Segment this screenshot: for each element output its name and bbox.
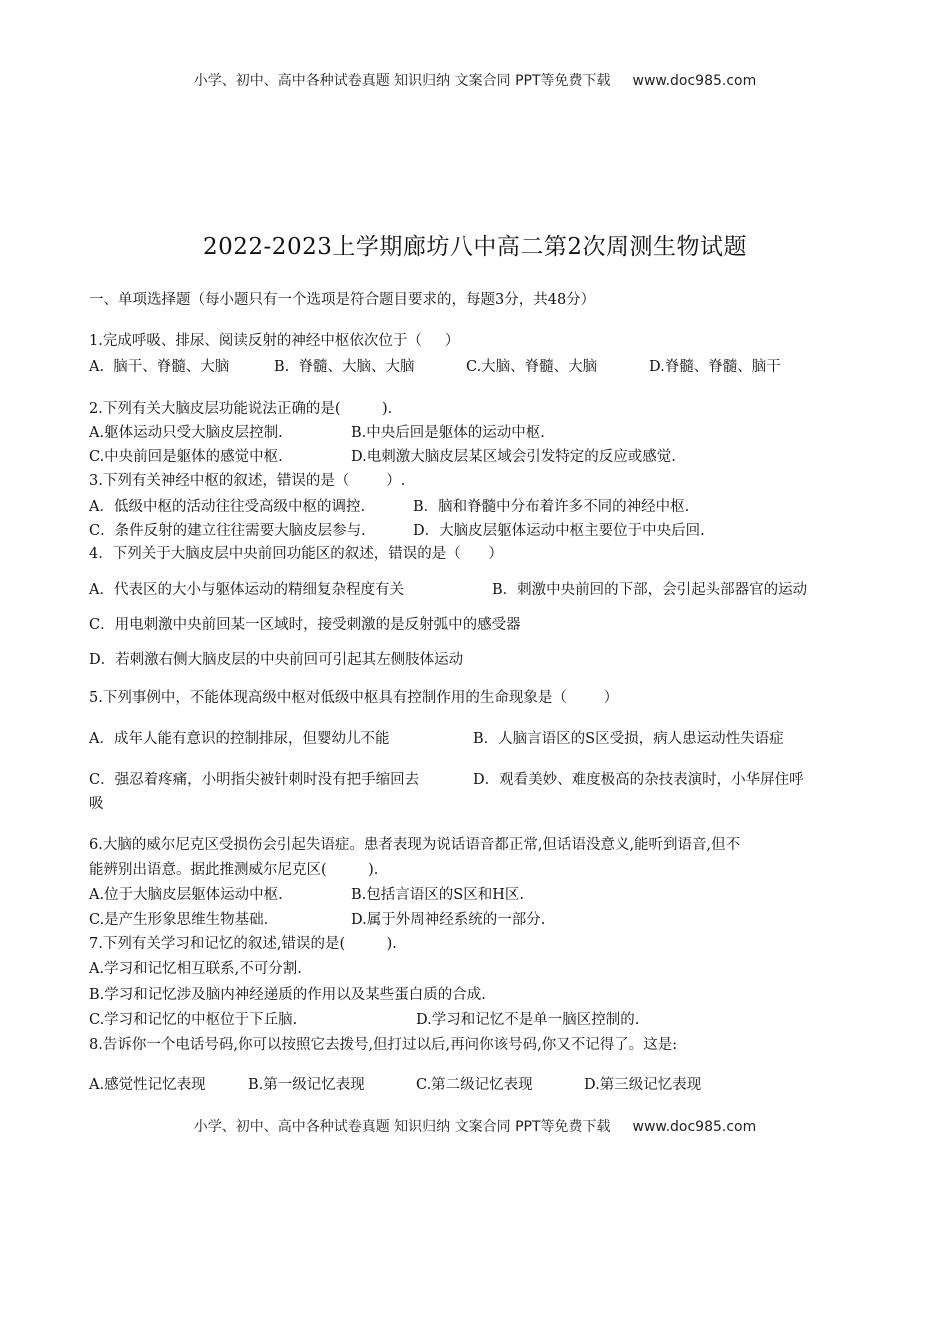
q1-option-a: A. 脑干、脊髓、大脑 — [89, 359, 230, 375]
page-title: 2022-2023上学期廊坊八中高二第2次周测生物试题 — [203, 234, 747, 260]
q5-option-d-wrap: 吸 — [89, 796, 104, 812]
q1-option-c: C.大脑、脊髓、大脑 — [466, 359, 598, 375]
q6-option-d: D.属于外周神经系统的一部分. — [351, 912, 546, 928]
q6-option-c: C.是产生形象思维生物基础. — [89, 912, 269, 928]
q6-stem-line1: 6.大脑的威尔尼克区受损伤会引起失语症。患者表现为说话语音都正常,但话语没意义,能听到语音,但不 — [89, 837, 741, 853]
page-header — [0, 70, 950, 90]
footer-url[interactable]: www.doc985.com — [632, 1119, 757, 1135]
q8-option-c: C.第二级记忆表现 — [416, 1077, 533, 1093]
q1-option-b: B. 脊髓、大脑、大脑 — [274, 359, 415, 375]
header-text: 小学、初中、高中各种试卷真题 知识归纳 文案合同 PPT等免费下载 — [193, 73, 611, 89]
q7-option-b: B.学习和记忆涉及脑内神经递质的作用以及某些蛋白质的合成. — [89, 987, 486, 1003]
q4-option-d: D．若刺激右侧大脑皮层的中央前回可引起其左侧肢体运动 — [89, 652, 464, 668]
q3-option-d: D．大脑皮层躯体运动中枢主要位于中央后回. — [413, 523, 705, 539]
page-footer — [0, 1116, 950, 1136]
q5-option-b: B．人脑言语区的S区受损，病人患运动性失语症 — [473, 731, 784, 747]
q8-option-d: D.第三级记忆表现 — [584, 1077, 702, 1093]
q5-option-a: A．成年人能有意识的控制排尿，但婴幼儿不能 — [89, 731, 390, 747]
q5-stem: 5.下列事例中，不能体现高级中枢对低级中枢具有控制作用的生命现象是（ ） — [89, 690, 619, 706]
q4-option-a: A．代表区的大小与躯体运动的精细复杂程度有关 — [89, 582, 404, 598]
q7-option-a: A.学习和记忆相互联系,不可分割. — [89, 961, 302, 977]
q7-option-d: D.学习和记忆不是单一脑区控制的. — [416, 1012, 640, 1028]
q2-option-d: D.电刺激大脑皮层某区域会引发特定的反应或感觉. — [351, 449, 676, 465]
q6-option-a: A.位于大脑皮层躯体运动中枢. — [89, 887, 283, 903]
section-heading: 一、单项选择题（每小题只有一个选项是符合题目要求的，每题3分，共48分） — [89, 292, 596, 308]
q3-option-a: A．低级中枢的活动往往受高级中枢的调控. — [89, 499, 366, 515]
q6-stem-line2: 能辨别出语意。据此推测威尔尼克区( ). — [89, 862, 379, 878]
q7-stem: 7.下列有关学习和记忆的叙述,错误的是( ). — [89, 936, 397, 952]
q8-option-b: B.第一级记忆表现 — [248, 1077, 365, 1093]
q7-option-c: C.学习和记忆的中枢位于下丘脑. — [89, 1012, 298, 1028]
q3-option-b: B．脑和脊髓中分布着许多不同的神经中枢. — [413, 499, 690, 515]
q5-option-c: C．强忍着疼痛，小明指尖被针刺时没有把手缩回去 — [89, 772, 420, 788]
q2-option-b: B.中央后回是躯体的运动中枢. — [351, 425, 545, 441]
q4-option-b: B．刺激中央前回的下部，会引起头部器官的运动 — [492, 582, 808, 598]
q4-option-c: C．用电刺激中央前回某一区域时，接受刺激的是反射弧中的感受器 — [89, 617, 521, 633]
q8-option-a: A.感觉性记忆表现 — [89, 1077, 206, 1093]
q6-option-b: B.包括言语区的S区和H区. — [351, 887, 524, 903]
q1-stem: 1.完成呼吸、排尿、阅读反射的神经中枢依次位于（ ） — [89, 333, 460, 349]
q2-stem: 2.下列有关大脑皮层功能说法正确的是( ). — [89, 401, 393, 417]
footer-text: 小学、初中、高中各种试卷真题 知识归纳 文案合同 PPT等免费下载 — [193, 1119, 611, 1135]
header-url[interactable]: www.doc985.com — [632, 73, 757, 89]
q8-stem: 8.告诉你一个电话号码,你可以按照它去拨号,但打过以后,再问你该号码,你又不记得了。这是: — [89, 1037, 678, 1053]
q3-stem: 3.下列有关神经中枢的叙述，错误的是（ ）. — [89, 473, 406, 489]
q2-option-a: A.躯体运动只受大脑皮层控制. — [89, 425, 283, 441]
q1-option-d: D.脊髓、脊髓、脑干 — [649, 359, 781, 375]
q5-option-d: D．观看美妙、难度极高的杂技表演时，小华屏住呼 — [473, 772, 804, 788]
q4-stem: 4．下列关于大脑皮层中央前回功能区的叙述，错误的是（ ） — [89, 546, 503, 562]
q2-option-c: C.中央前回是躯体的感觉中枢. — [89, 449, 283, 465]
q3-option-c: C．条件反射的建立往往需要大脑皮层参与. — [89, 523, 366, 539]
